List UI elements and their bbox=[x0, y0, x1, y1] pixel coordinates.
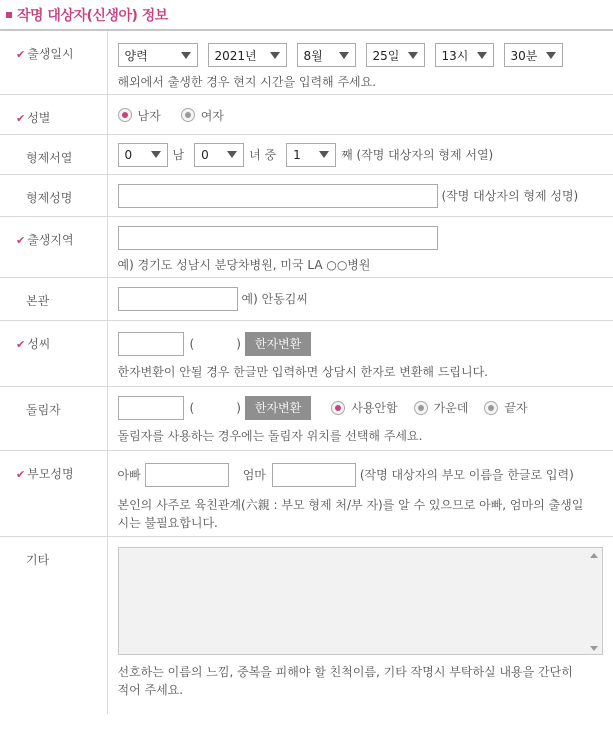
row-generation-char bbox=[0, 386, 613, 450]
order-unit: 째 (작명 대상자의 형제 서열) bbox=[341, 148, 494, 162]
required-check-icon: ✔ bbox=[16, 111, 26, 125]
value-cell bbox=[107, 94, 613, 134]
year-select[interactable]: 2021년 bbox=[208, 43, 287, 67]
father-name-input[interactable] bbox=[145, 463, 229, 487]
surname-note: 한자변환이 안될 경우 한글만 입력하면 상담시 한자로 변환해 드립니다. bbox=[117, 364, 489, 379]
value-cell bbox=[107, 134, 613, 174]
origin-input[interactable] bbox=[118, 287, 238, 311]
mother-name-input[interactable] bbox=[272, 463, 356, 487]
value-cell bbox=[107, 216, 613, 277]
surname-paren-open: ( bbox=[189, 336, 195, 351]
label-cell bbox=[0, 94, 107, 134]
row-surname bbox=[0, 320, 613, 386]
surname-hanja-button[interactable]: 한자변환 bbox=[245, 332, 311, 356]
etc-label: 기타 bbox=[26, 552, 50, 567]
value-cell bbox=[107, 386, 613, 450]
label-cell bbox=[0, 536, 107, 714]
origin-note: 예) 안동김씨 bbox=[241, 292, 308, 306]
month-select[interactable]: 8월 bbox=[297, 43, 356, 67]
etc-textarea[interactable] bbox=[118, 547, 603, 655]
parents-note-line2: 시는 불필요합니다. bbox=[117, 515, 218, 530]
birth-note: 해외에서 출생한 경우 현지 시간을 입력해 주세요. bbox=[117, 75, 377, 89]
chevron-down-icon bbox=[339, 52, 349, 59]
required-check-icon: ✔ bbox=[16, 467, 26, 481]
chevron-down-icon bbox=[319, 151, 329, 158]
row-birth bbox=[0, 31, 613, 94]
generation-hanja-button[interactable]: 한자변환 bbox=[245, 396, 311, 420]
origin-label: 본관 bbox=[26, 293, 50, 308]
chevron-down-icon bbox=[151, 151, 161, 158]
gender-label: 성별 bbox=[27, 110, 51, 125]
daughters-unit: 녀 중 bbox=[249, 148, 277, 162]
label-cell bbox=[0, 134, 107, 174]
scroll-down-icon[interactable] bbox=[590, 646, 598, 651]
chevron-down-icon bbox=[181, 52, 191, 59]
surname-paren-close: ) bbox=[236, 336, 241, 351]
row-sibling-names bbox=[0, 174, 613, 216]
parents-label: 부모성명 bbox=[27, 466, 74, 481]
required-check-icon: ✔ bbox=[16, 233, 26, 247]
row-parents bbox=[0, 450, 613, 536]
value-cell bbox=[107, 31, 613, 94]
position-last-radio[interactable]: 끝자 bbox=[484, 399, 527, 416]
birth-order-select[interactable]: 1 bbox=[286, 143, 336, 167]
birthplace-label: 출생지역 bbox=[27, 232, 74, 247]
sibling-names-note: (작명 대상자의 형제 성명) bbox=[441, 189, 579, 203]
sons-count-select[interactable]: 0 bbox=[118, 143, 168, 167]
sibling-order-label: 형제서열 bbox=[26, 150, 73, 165]
section-header bbox=[0, 0, 613, 29]
day-select[interactable]: 25일 bbox=[366, 43, 425, 67]
mother-label: 엄마 bbox=[242, 468, 266, 482]
value-cell bbox=[107, 320, 613, 386]
chevron-down-icon bbox=[227, 151, 237, 158]
chevron-down-icon bbox=[477, 52, 487, 59]
etc-note-line2: 적어 주세요. bbox=[117, 682, 184, 697]
value-cell bbox=[107, 277, 613, 320]
required-check-icon: ✔ bbox=[16, 48, 26, 61]
row-sibling-order bbox=[0, 134, 613, 174]
hour-select[interactable]: 13시 bbox=[435, 43, 494, 67]
value-cell bbox=[107, 536, 613, 714]
value-cell bbox=[107, 450, 613, 536]
sons-unit: 남 bbox=[172, 148, 185, 162]
generation-char-input[interactable] bbox=[118, 396, 184, 420]
daughters-count-select[interactable]: 0 bbox=[194, 143, 244, 167]
textarea-scrollbar[interactable] bbox=[587, 549, 601, 655]
generation-char-label: 돌림자 bbox=[26, 402, 61, 417]
required-check-icon: ✔ bbox=[16, 337, 26, 351]
birth-label: 출생일시 bbox=[27, 47, 74, 61]
chevron-down-icon bbox=[408, 52, 418, 59]
gender-male-radio[interactable]: 남자 bbox=[118, 107, 161, 124]
parents-hint: (작명 대상자의 부모 이름을 한글로 입력) bbox=[359, 468, 574, 482]
generation-paren-close: ) bbox=[236, 400, 241, 415]
label-cell bbox=[0, 450, 107, 536]
chevron-down-icon bbox=[270, 52, 280, 59]
parents-note-line1: 본인의 사주로 육친관계(六親 : 부모 형제 처/부 자)를 알 수 있으므로 아빠, 엄마의 출생일 bbox=[117, 497, 584, 512]
row-etc bbox=[0, 536, 613, 714]
position-middle-radio[interactable]: 가운데 bbox=[414, 399, 469, 416]
gender-female-radio[interactable]: 여자 bbox=[181, 107, 224, 124]
position-none-radio[interactable]: 사용안함 bbox=[331, 399, 397, 416]
row-birthplace bbox=[0, 216, 613, 277]
birthplace-input[interactable] bbox=[118, 226, 438, 250]
generation-char-note: 돌림자를 사용하는 경우에는 돌림자 위치를 선택해 주세요. bbox=[117, 428, 423, 443]
label-cell bbox=[0, 174, 107, 216]
sibling-names-label: 형제성명 bbox=[26, 190, 73, 205]
label-cell bbox=[0, 386, 107, 450]
surname-input[interactable] bbox=[118, 332, 184, 356]
etc-note-line1: 선호하는 이름의 느낌, 중복을 피해야 할 친척이름, 기타 작명시 부탁하실 내용을 간단히 bbox=[117, 664, 573, 679]
chevron-down-icon bbox=[546, 52, 556, 59]
generation-paren-open: ( bbox=[189, 400, 195, 415]
scroll-up-icon[interactable] bbox=[590, 553, 598, 558]
birthplace-note: 예) 경기도 성남시 분당차병원, 미국 LA ○○병원 bbox=[117, 257, 371, 272]
label-cell bbox=[0, 216, 107, 277]
label-cell bbox=[0, 320, 107, 386]
surname-label: 성씨 bbox=[27, 336, 51, 351]
label-cell bbox=[0, 277, 107, 320]
row-origin bbox=[0, 277, 613, 320]
section-title: 작명 대상자(신생아) 정보 bbox=[17, 7, 168, 24]
sibling-names-input[interactable] bbox=[118, 184, 438, 208]
label-cell bbox=[0, 31, 107, 94]
value-cell bbox=[107, 174, 613, 216]
applicant-form bbox=[0, 31, 613, 714]
minute-select[interactable]: 30분 bbox=[504, 43, 563, 67]
square-bullet-icon bbox=[6, 12, 12, 18]
row-gender bbox=[0, 94, 613, 134]
calendar-select[interactable]: 양력 bbox=[118, 43, 198, 67]
father-label: 아빠 bbox=[117, 468, 141, 482]
